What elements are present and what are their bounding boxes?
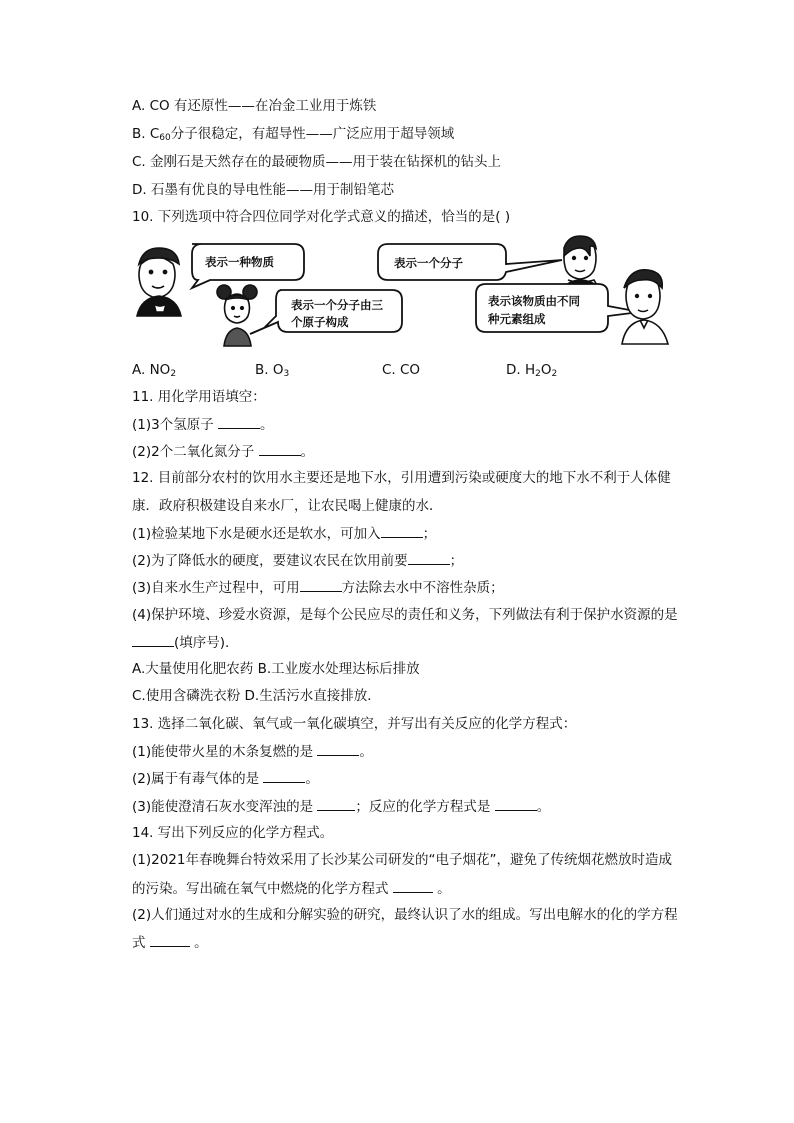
q13-stem: 13. 选择二氧化碳、氧气或一氧化碳填空，并写出有关反应的化学方程式： — [132, 716, 577, 732]
q12-options-line1: A.大量使用化肥农药 B.工业废水处理达标后排放 — [132, 661, 420, 677]
q12-part-3: (3)自来水生产过程中，可用 方法除去水中不溶性杂质； — [132, 577, 504, 598]
q10-option-c: C. CO — [382, 362, 421, 378]
answer-blank[interactable] — [263, 768, 305, 783]
speech-bubble-2 — [264, 290, 402, 332]
q13-part-3: (3)能使澄清石灰水变浑浊的是 ；反应的化学方程式是 。 — [132, 796, 550, 817]
q9-option-d: D. 石墨有优良的导电性能——用于制铅笔芯 — [132, 182, 394, 198]
answer-blank[interactable] — [259, 441, 301, 456]
speech-bubble-4-line1: 表示该物质由不同 — [488, 294, 580, 308]
speech-bubble-1-text: 表示一种物质 — [205, 255, 274, 269]
q14-part-2-line1: (2)人们通过对水的生成和分解实验的研究，最终认识了水的组成。写出电解水的化的学方程 — [132, 907, 678, 923]
q10-illustration — [0, 234, 794, 354]
q12-stem-line2: 康．政府积极建设自来水厂，让农民喝上健康的水． — [132, 498, 443, 514]
speech-bubble-4-line2: 种元素组成 — [488, 312, 546, 326]
answer-blank[interactable] — [300, 577, 342, 592]
answer-blank[interactable] — [317, 741, 359, 756]
answer-blank[interactable] — [132, 632, 174, 647]
q14-part-1-line1: (1)2021年春晚舞台特效采用了长沙某公司研发的“电子烟花”，避免了传统烟花燃放时造成 — [132, 852, 672, 868]
q9-option-b: B. $C_{60}$分子很稳定，有超导性——广泛应用于超导领域 — [132, 126, 455, 143]
q12-options-line2: C.使用含磷洗衣粉 D.生活污水直接排放． — [132, 688, 381, 704]
q14-stem: 14. 写出下列反应的化学方程式。 — [132, 825, 334, 841]
answer-blank[interactable] — [381, 523, 423, 538]
q10-option-b: B. $O_3$ — [255, 362, 290, 379]
q9-option-a: A. CO 有还原性——在冶金工业用于炼铁 — [132, 98, 377, 114]
speech-bubble-2-line1: 表示一个分子由三 — [291, 298, 383, 312]
student-boy-left-figure — [137, 248, 181, 316]
q12-part-1: (1)检验某地下水是硬水还是软水，可加入 ； — [132, 523, 436, 544]
answer-blank[interactable] — [408, 550, 450, 565]
answer-blank[interactable] — [495, 796, 537, 811]
student-girl-figure — [217, 285, 264, 346]
q13-part-1: (1)能使带火星的木条复燃的是 。 — [132, 741, 373, 762]
q10-stem: 10. 下列选项中符合四位同学对化学式意义的描述，恰当的是( ) — [132, 209, 511, 225]
q12-part-4-line2: (填序号). — [132, 632, 229, 653]
q10-option-a: A. $NO_2$ — [132, 362, 177, 379]
q11-stem: 11. 用化学用语填空： — [132, 389, 266, 405]
answer-blank[interactable] — [150, 932, 190, 947]
speech-bubble-2-line2: 个原子构成 — [291, 315, 349, 329]
speech-bubble-3 — [378, 244, 562, 280]
speech-bubble-3-text: 表示一个分子 — [394, 256, 463, 270]
speech-bubble-4 — [476, 284, 640, 332]
answer-blank[interactable] — [393, 878, 433, 893]
q12-part-2: (2)为了降低水的硬度，要建议农民在饮用前要 ； — [132, 550, 463, 571]
q12-part-4-line1: (4)保护环境、珍爱水资源，是每个公民应尽的责任和义务，下列做法有利于保护水资源的是 — [132, 607, 678, 623]
answer-blank[interactable] — [317, 796, 355, 811]
answer-blank[interactable] — [218, 414, 260, 429]
student-boy-right-figure — [622, 270, 668, 344]
q13-part-2: (2)属于有毒气体的是 。 — [132, 768, 319, 789]
q14-part-1-line2: 的污染。写出硫在氧气中燃烧的化学方程式 。 — [132, 878, 451, 899]
q12-stem-line1: 12. 目前部分农村的饮用水主要还是地下水，引用遭到污染或硬度大的地下水不利于人体健 — [132, 470, 671, 486]
speech-bubble-1 — [192, 244, 304, 288]
q10-option-d: D. $H_2O_2$ — [506, 362, 558, 379]
q14-part-2-line2: 式 。 — [132, 932, 208, 953]
q9-option-c: C. 金刚石是天然存在的最硬物质——用于装在钻探机的钻头上 — [132, 154, 502, 170]
q11-part-1: (1)3个氢原子 。 — [132, 414, 274, 435]
q11-part-2: (2)2个二氧化氮分子 。 — [132, 441, 314, 462]
